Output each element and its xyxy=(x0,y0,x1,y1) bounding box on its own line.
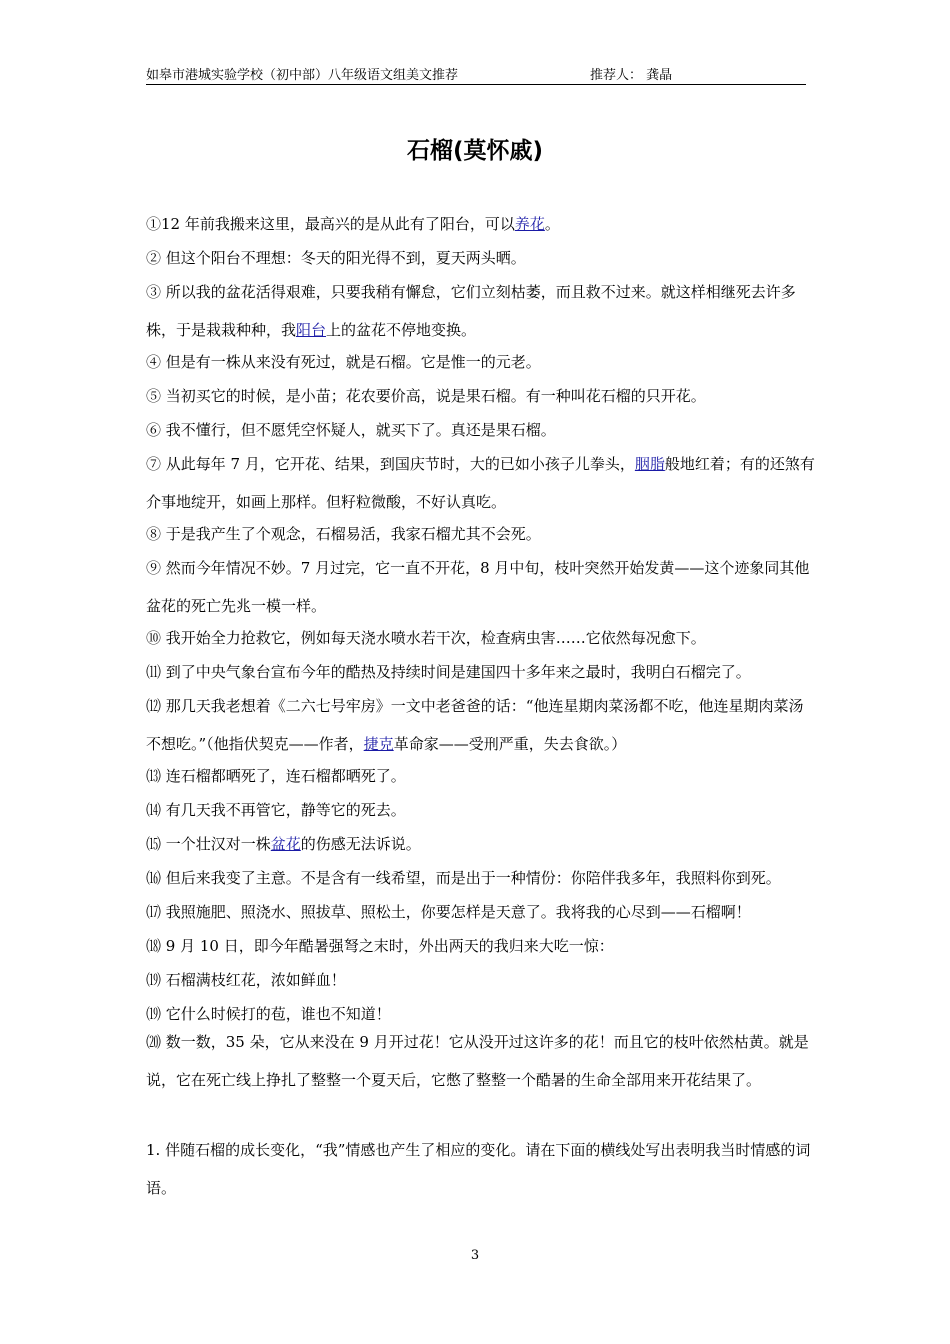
paragraph-text: ⑦ 从此每年 7 月，它开花、结果，到国庆节时，大的已如小孩子儿拳头， xyxy=(146,455,635,473)
paragraph xyxy=(146,791,818,829)
paragraph-text: ⒆ 它什么时候打的苞，谁也不知道！ xyxy=(146,1005,391,1023)
article-title: 石榴(莫怀戚) xyxy=(406,138,544,164)
paragraph xyxy=(146,1023,818,1099)
paragraph xyxy=(146,1131,818,1207)
paragraph-link[interactable]: 捷克 xyxy=(363,735,394,753)
paragraph xyxy=(146,961,818,999)
paragraph-text: 1. 伴随石榴的成长变化，“我”情感也产生了相应的变化。请在下面的横线处写出表明我当时情感的词语。 xyxy=(146,1141,811,1197)
paragraph-text: ⒂ 一个壮汉对一株 xyxy=(146,835,271,853)
paragraph-text: ⒄ 我照施肥、照浇水、照拔草、照松土，你要怎样是天意了。我将我的心尽到——石榴啊！ xyxy=(146,903,751,921)
paragraph-text: ⒆ 石榴满枝红花，浓如鲜血！ xyxy=(146,971,346,989)
paragraph xyxy=(146,825,818,863)
paragraph-text: ⑤ 当初买它的时候，是小苗；花农要价高，说是果石榴。有一种叫花石榴的只开花。 xyxy=(146,387,706,405)
paragraph-text: 。 xyxy=(544,215,560,233)
paragraph xyxy=(146,757,818,795)
paragraph-text: ⒁ 有几天我不再管它，静等它的死去。 xyxy=(146,801,406,819)
paragraph-link[interactable]: 盆花 xyxy=(270,835,301,853)
paragraph xyxy=(146,273,818,349)
paragraph xyxy=(146,239,818,277)
paragraph-text: ③ 所以我的盆花活得艰难，只要我稍有懈怠，它们立刻枯萎，而且救不过来。就这样相继死去许多株，于是栽栽种种，我 xyxy=(146,283,796,339)
paragraph xyxy=(146,687,818,763)
paragraph xyxy=(146,859,818,897)
paragraph-text: ⑾ 到了中央气象台宣布今年的酷热及持续时间是建国四十多年来之最时，我明白石榴完了。 xyxy=(146,663,751,681)
header-school: 如皋市港城实验学校（初中部）八年级语文组美文推荐 xyxy=(146,68,459,83)
paragraph xyxy=(146,377,818,415)
paragraph xyxy=(146,445,818,521)
paragraph xyxy=(146,653,818,691)
paragraph xyxy=(146,927,818,965)
paragraph xyxy=(146,619,818,657)
paragraph-text: ⒃ 但后来我变了主意。不是含有一线希望，而是出于一种情份：你陪伴我多年，我照料你到死。 xyxy=(146,869,781,887)
paragraph-link[interactable]: 阳台 xyxy=(296,321,327,339)
paragraph xyxy=(146,893,818,931)
paragraph-text: ④ 但是有一株从来没有死过，就是石榴。它是惟一的元老。 xyxy=(146,353,541,371)
paragraph-text: ⑥ 我不懂行，但不愿凭空怀疑人，就买下了。真还是果石榴。 xyxy=(146,421,556,439)
paragraph xyxy=(146,549,818,625)
paragraph-text: 革命家——受刑严重，失去食欲。） xyxy=(393,735,627,753)
paragraph-text: 上的盆花不停地变换。 xyxy=(326,321,477,339)
paragraph-text: ⑧ 于是我产生了个观念，石榴易活，我家石榴尤其不会死。 xyxy=(146,525,541,543)
paragraph-link[interactable]: 养花 xyxy=(514,215,545,233)
paragraph-text: 般地红着；有的还煞有介事地绽开，如画上那样。但籽粒微酸，不好认真吃。 xyxy=(146,455,815,511)
header-recommender: 推荐人： 龚晶 xyxy=(590,68,673,83)
paragraph-text: ⒀ 连石榴都晒死了，连石榴都晒死了。 xyxy=(146,767,406,785)
paragraph xyxy=(146,411,818,449)
paragraph-text: ⒇ 数一数，35 朵，它从来没在 9 月开过花！它从没开过这许多的花！而且它的枝叶依然枯黄。就是说，它在死亡线上挣扎了整整一个夏天后，它憋了整整一个酷暑的生命全部用来开花结果了。 xyxy=(146,1033,809,1089)
paragraph-link[interactable]: 胭脂 xyxy=(634,455,665,473)
paragraph xyxy=(146,205,818,243)
paragraph-text: ①12 年前我搬来这里，最高兴的是从此有了阳台，可以 xyxy=(146,215,515,233)
paragraph-text: ⑩ 我开始全力抢救它，例如每天浇水喷水若干次，检查病虫害……它依然每况愈下。 xyxy=(146,629,706,647)
paragraph-text: ⒅ 9 月 10 日，即今年酷暑强弩之末时，外出两天的我归来大吃一惊： xyxy=(146,937,614,955)
page-header xyxy=(146,64,806,85)
page-number: 3 xyxy=(470,1248,480,1263)
paragraph-text: ② 但这个阳台不理想：冬天的阳光得不到，夏天两头晒。 xyxy=(146,249,526,267)
paragraph-text: 的伤感无法诉说。 xyxy=(300,835,421,853)
paragraph xyxy=(146,515,818,553)
paragraph xyxy=(146,343,818,381)
paragraph-text: ⑿ 那几天我老想着《二六七号牢房》一文中老爸爸的话：“他连星期肉菜汤都不吃，他连星期肉菜汤不想吃。”（他指伏契克——作者， xyxy=(146,697,804,753)
paragraph-text: ⑨ 然而今年情况不妙。7 月过完，它一直不开花，8 月中旬，枝叶突然开始发黄——这个迹象同其他盆花的死亡先兆一模一样。 xyxy=(146,559,810,615)
